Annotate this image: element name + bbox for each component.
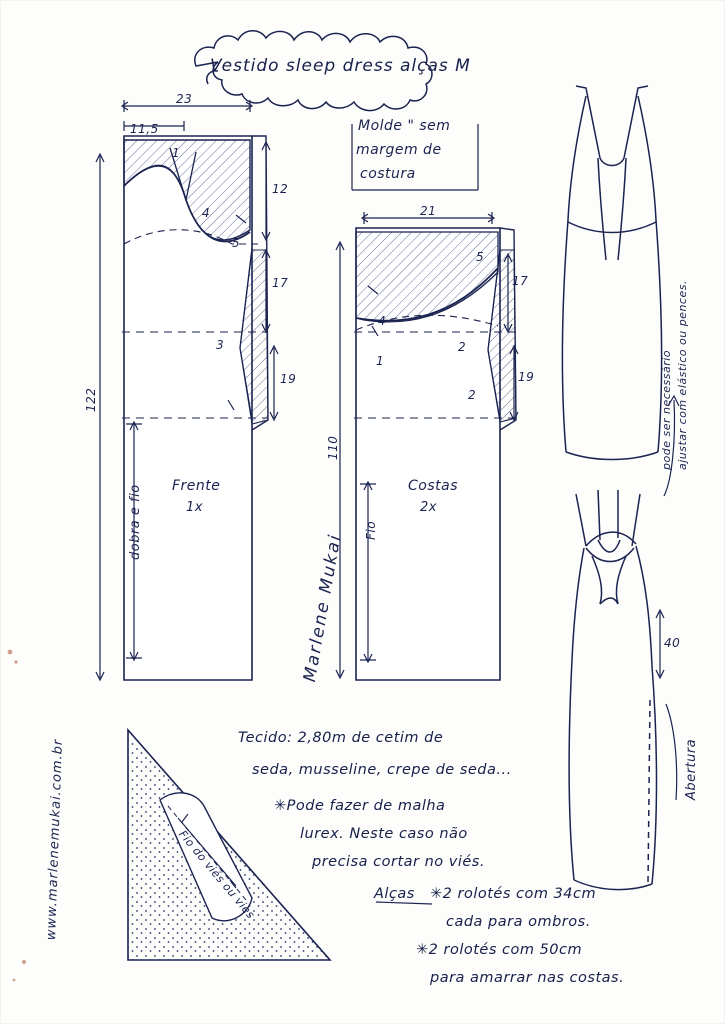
paper-specks	[8, 650, 26, 982]
back-measure-5: 5	[476, 250, 485, 264]
strap-adjust-note: pode ser necessário	[660, 349, 673, 470]
seam-allowance-note-line3: costura	[360, 166, 416, 182]
bias-grain-label: Fio do viés ou vies	[176, 828, 258, 922]
straps-line2: cada para ombros.	[446, 914, 591, 930]
dress-back-sketch	[569, 490, 656, 890]
bullet1-line3: precisa cortar no viés.	[312, 854, 485, 870]
front-measure-17: 17	[272, 276, 289, 290]
strap-adjust-note-2: ajustar com elástico ou pences.	[676, 280, 689, 470]
front-measure-3: 3	[216, 338, 225, 352]
front-measure-4: 4	[202, 206, 211, 220]
back-piece-outline	[354, 228, 516, 680]
back-measure-4: 4	[378, 314, 387, 328]
back-measure-2a: 2	[458, 340, 467, 354]
back-measure-19: 19	[518, 370, 535, 384]
seam-allowance-note-line1: Molde " sem	[358, 118, 451, 134]
front-width-inner: 11,5	[130, 122, 159, 136]
back-grain-label: Fio	[364, 520, 378, 540]
front-measure-1: 1	[172, 146, 181, 160]
back-measure-17: 17	[512, 274, 529, 288]
front-measure-19: 19	[280, 372, 297, 386]
front-piece-outline	[122, 136, 268, 680]
fabric-note-line2: seda, musseline, crepe de seda...	[252, 762, 512, 778]
fabric-note-line1: Tecido: 2,80m de cetim de	[238, 730, 444, 746]
bullet1-line1: ✳Pode fazer de malha	[274, 798, 446, 814]
back-total-height: 110	[326, 435, 340, 460]
straps-line1: ✳2 rolotés com 34cm	[430, 886, 597, 902]
dress-hem-dimension	[656, 610, 664, 678]
dress-front-sketch	[562, 86, 661, 460]
back-piece-quantity: 2x	[420, 500, 437, 515]
bullet1-line2: lurex. Neste caso não	[300, 826, 468, 842]
front-measure-12: 12	[272, 182, 289, 196]
front-total-height: 122	[84, 387, 98, 412]
opening-arrow	[666, 704, 677, 800]
front-width-top: 23	[176, 92, 193, 106]
page-title: Vestido sleep dress alças M	[210, 56, 471, 76]
front-piece-name: Frente	[172, 478, 221, 494]
dress-opening-label: Abertura	[684, 738, 699, 800]
back-measure-1: 1	[376, 354, 385, 368]
back-width-top: 21	[420, 204, 437, 218]
straps-title: Alças	[374, 886, 415, 902]
front-fold-label: dobra e fio	[128, 484, 143, 560]
front-measure-5: 5	[232, 236, 241, 250]
seam-allowance-note-line2: margem de	[356, 142, 442, 158]
website-watermark: www.marlenemukai.com.br	[44, 738, 67, 941]
straps-line4: para amarrar nas costas.	[430, 970, 625, 986]
signature: Marlene Mukai	[300, 531, 346, 684]
straps-line3: ✳2 rolotés com 50cm	[416, 942, 583, 958]
front-piece-quantity: 1x	[186, 500, 203, 515]
back-measure-2b: 2	[468, 388, 477, 402]
back-piece-name: Costas	[408, 478, 458, 494]
dress-hem-measure: 40	[664, 636, 681, 650]
